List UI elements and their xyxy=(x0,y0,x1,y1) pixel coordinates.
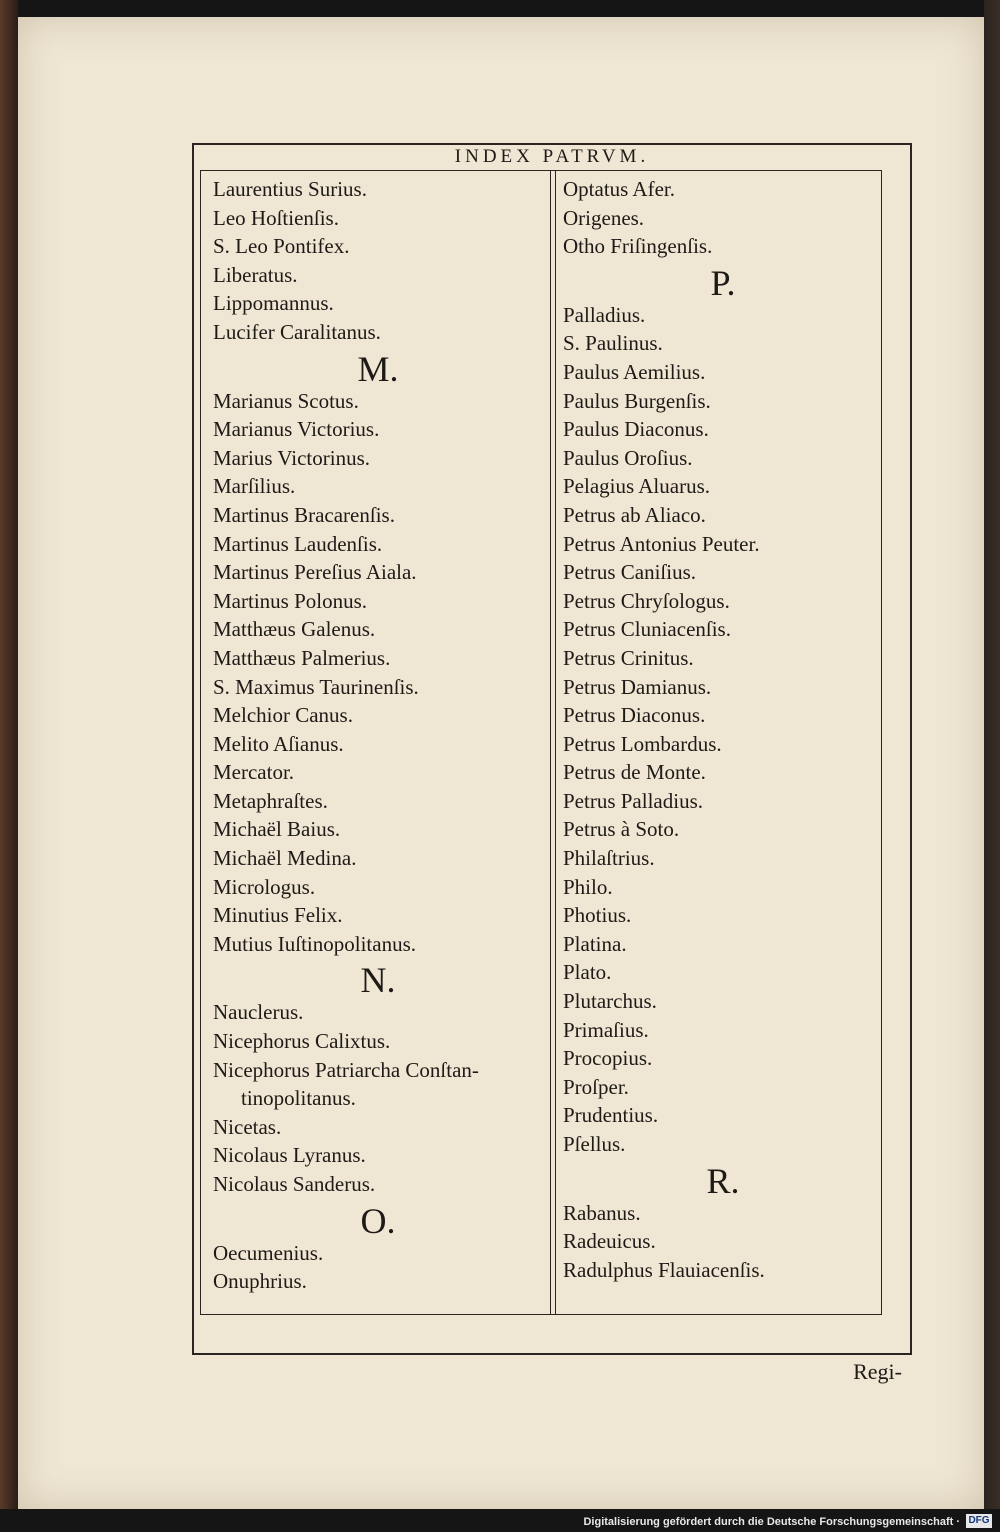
index-entry: Radulphus Flauiacenſis. xyxy=(563,1257,765,1282)
index-entry: tinopolitanus. xyxy=(241,1086,356,1111)
index-entry: Petrus Damianus. xyxy=(563,674,712,699)
index-entry: Philo. xyxy=(563,874,613,899)
index-entry: Metaphraſtes. xyxy=(213,788,328,813)
section-letter: N. xyxy=(360,960,396,1001)
index-entry: Michaël Medina. xyxy=(213,846,357,871)
index-entry: Martinus Pereſius Aiala. xyxy=(213,560,417,585)
index-entry: Petrus Crinitus. xyxy=(563,645,694,670)
index-entry: Laurentius Surius. xyxy=(213,177,367,201)
dfg-logo-icon: DFG xyxy=(966,1514,992,1528)
index-entry: Pelagius Aluarus. xyxy=(563,474,710,499)
book-spine-left xyxy=(0,0,18,1509)
book-edge-right xyxy=(984,0,1000,1509)
index-entry: Marius Victorinus. xyxy=(213,445,371,470)
index-entry: Origenes. xyxy=(563,205,645,230)
index-entry: Pſellus. xyxy=(563,1132,626,1156)
index-entry: Martinus Laudenſis. xyxy=(213,531,383,556)
index-entry: Otho Friſingenſis. xyxy=(563,234,713,259)
section-letter: R. xyxy=(706,1160,740,1201)
index-entry: Petrus Chryſologus. xyxy=(563,588,730,613)
index-entry: Petrus de Monte. xyxy=(563,760,706,785)
index-entry: Radeuicus. xyxy=(563,1229,656,1254)
index-entry: Martinus Bracarenſis. xyxy=(213,502,395,527)
index-entry: Nicephorus Patriarcha Conſtan- xyxy=(213,1057,479,1082)
footer-credit: Digitalisierung gefördert durch die Deutsche Forschungsgemeinschaft · xyxy=(583,1516,960,1528)
index-entry: S. Maximus Taurinenſis. xyxy=(213,674,419,699)
index-entry: Leo Hoſtienſis. xyxy=(213,205,339,230)
index-entry: Matthæus Galenus. xyxy=(213,617,376,642)
index-entry: Paulus Diaconus. xyxy=(563,417,709,442)
column-divider xyxy=(550,171,551,1314)
index-entry: S. Leo Pontifex. xyxy=(213,234,350,259)
index-entry: Paulus Oroſius. xyxy=(563,445,693,470)
index-entry: Petrus Palladius. xyxy=(563,788,703,813)
index-entry: S. Paulinus. xyxy=(563,331,663,356)
index-entry: Melchior Canus. xyxy=(213,703,353,728)
index-entry: Minutius Felix. xyxy=(213,903,343,928)
index-entry: Plutarchus. xyxy=(563,989,657,1014)
index-entry: Photius. xyxy=(563,903,632,928)
index-entry: Palladius. xyxy=(563,302,646,327)
section-letter: O. xyxy=(360,1200,396,1241)
index-entry: Lucifer Caralitanus. xyxy=(213,319,381,344)
index-entry: Mercator. xyxy=(213,760,295,785)
index-entry: Petrus Diaconus. xyxy=(563,703,706,728)
index-entry: Plato. xyxy=(563,960,612,985)
index-entry: Primaſius. xyxy=(563,1017,649,1042)
index-entry: Marianus Victorius. xyxy=(213,417,380,442)
catchword: Regi- xyxy=(853,1359,902,1384)
index-entry: Onuphrius. xyxy=(213,1269,307,1294)
index-entry: Lippomannus. xyxy=(213,291,334,316)
index-entry: Proſper. xyxy=(563,1074,629,1099)
index-entry: Mutius Iuſtinopolitanus. xyxy=(213,931,417,956)
index-entry: Nicolaus Lyranus. xyxy=(213,1143,366,1168)
index-entry: Rabanus. xyxy=(563,1200,641,1225)
index-entry: Nicolaus Sanderus. xyxy=(213,1172,376,1196)
index-entry: Marianus Scotus. xyxy=(213,388,359,413)
index-entry: Procopius. xyxy=(563,1046,653,1071)
index-entry: Marſilius. xyxy=(213,474,296,499)
column-divider xyxy=(555,171,556,1314)
index-entry: Nicephorus Calixtus. xyxy=(213,1029,391,1054)
section-letter: P. xyxy=(710,262,736,303)
index-entry: Oecumenius. xyxy=(213,1240,324,1265)
page-header: INDEX PATRVM. xyxy=(454,146,650,167)
index-entry: Matthæus Palmerius. xyxy=(213,645,391,670)
index-entry: Nauclerus. xyxy=(213,1000,304,1025)
index-entry: Liberatus. xyxy=(213,262,298,287)
index-entry: Petrus Caniſius. xyxy=(563,560,697,585)
index-entry: Nicetas. xyxy=(213,1114,282,1139)
index-entry: Michaël Baius. xyxy=(213,817,341,842)
index-entry: Philaſtrius. xyxy=(563,846,655,871)
index-entry: Petrus ab Aliaco. xyxy=(563,502,706,527)
section-letter: M. xyxy=(357,348,399,389)
index-entry: Micrologus. xyxy=(213,874,316,899)
index-entry: Melito Aſianus. xyxy=(213,731,344,756)
index-entry: Petrus à Soto. xyxy=(563,817,680,842)
index-entry: Prudentius. xyxy=(563,1103,659,1128)
index-entry: Petrus Cluniacenſis. xyxy=(563,617,731,642)
index-entry: Martinus Polonus. xyxy=(213,588,368,613)
index-entry: Petrus Lombardus. xyxy=(563,731,722,756)
index-entry: Paulus Aemilius. xyxy=(563,359,706,384)
index-entry: Paulus Burgenſis. xyxy=(563,388,711,413)
index-entry: Petrus Antonius Peuter. xyxy=(563,531,760,556)
digitization-footer xyxy=(0,1510,1000,1532)
index-body xyxy=(200,170,882,1315)
index-entry: Optatus Afer. xyxy=(563,177,675,201)
index-entry: Platina. xyxy=(563,931,627,956)
index-frame xyxy=(192,143,912,1384)
left-column xyxy=(213,175,543,1296)
right-column xyxy=(563,175,883,1284)
